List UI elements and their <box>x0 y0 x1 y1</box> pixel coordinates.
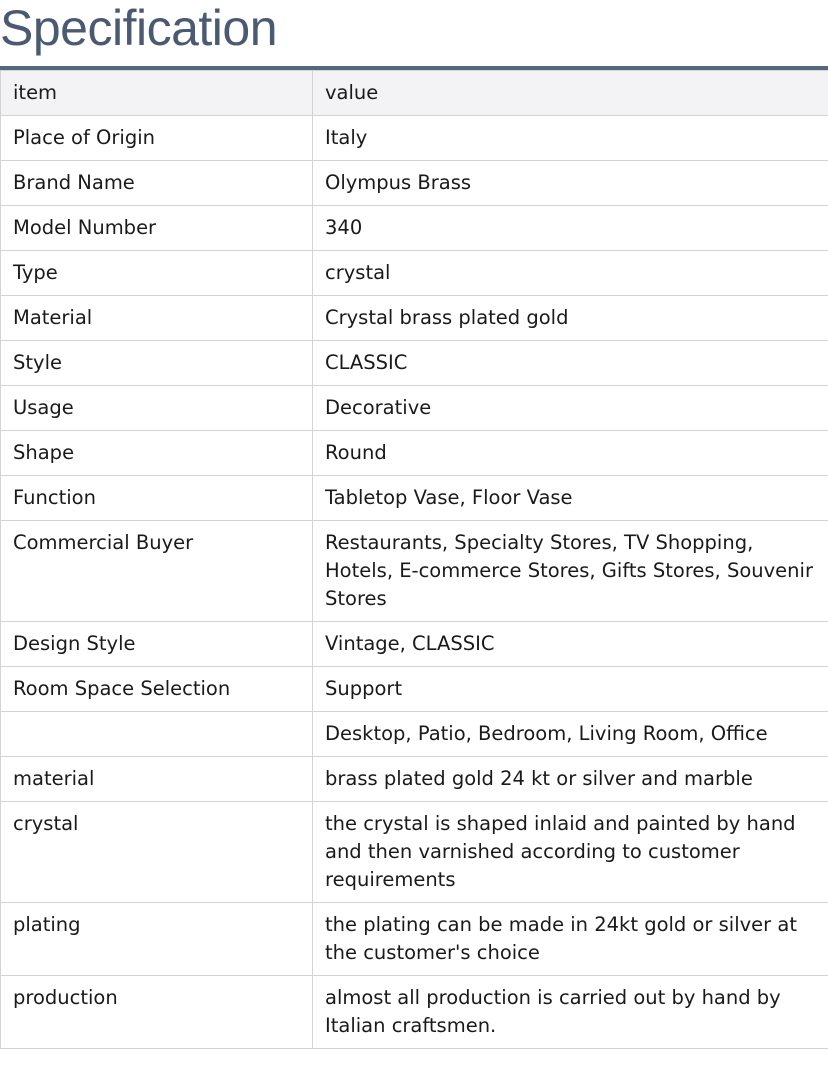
item-cell: Shape <box>1 431 313 476</box>
item-cell: material <box>1 757 313 802</box>
table-row <box>1 476 828 521</box>
table-row <box>1 431 828 476</box>
header-item-cell: item <box>1 71 313 116</box>
value-cell: 340 <box>313 206 828 251</box>
item-cell: Place of Origin <box>1 116 313 161</box>
value-cell: brass plated gold 24 kt or silver and marble <box>313 757 828 802</box>
table-row <box>1 386 828 431</box>
table-row <box>1 667 828 712</box>
value-cell: Tabletop Vase, Floor Vase <box>313 476 828 521</box>
value-cell: Vintage, CLASSIC <box>313 622 828 667</box>
value-cell: the plating can be made in 24kt gold or silver at the customer's choice <box>313 903 828 976</box>
value-cell: Desktop, Patio, Bedroom, Living Room, Office <box>313 712 828 757</box>
item-cell: Design Style <box>1 622 313 667</box>
item-cell: Brand Name <box>1 161 313 206</box>
table-row <box>1 757 828 802</box>
item-cell <box>1 712 313 757</box>
table-row <box>1 296 828 341</box>
item-cell: plating <box>1 903 313 976</box>
value-cell: Italy <box>313 116 828 161</box>
table-row <box>1 341 828 386</box>
table-row <box>1 712 828 757</box>
item-cell: Type <box>1 251 313 296</box>
item-cell: Style <box>1 341 313 386</box>
item-cell: Model Number <box>1 206 313 251</box>
table-row <box>1 976 828 1049</box>
item-cell: crystal <box>1 802 313 903</box>
item-cell: Usage <box>1 386 313 431</box>
value-cell: Crystal brass plated gold <box>313 296 828 341</box>
page-title: Specification <box>0 0 277 56</box>
table-row <box>1 903 828 976</box>
table-row <box>1 206 828 251</box>
value-cell: Olympus Brass <box>313 161 828 206</box>
item-cell: Commercial Buyer <box>1 521 313 622</box>
table-row <box>1 622 828 667</box>
item-cell: production <box>1 976 313 1049</box>
value-cell: Decorative <box>313 386 828 431</box>
item-cell: Room Space Selection <box>1 667 313 712</box>
specification-table <box>0 70 828 1049</box>
table-row <box>1 116 828 161</box>
value-cell: almost all production is carried out by hand by Italian craftsmen. <box>313 976 828 1049</box>
table-row <box>1 802 828 903</box>
table-row <box>1 251 828 296</box>
item-cell: Function <box>1 476 313 521</box>
value-cell: crystal <box>313 251 828 296</box>
table-header-row <box>1 71 828 116</box>
item-cell: Material <box>1 296 313 341</box>
value-cell: the crystal is shaped inlaid and painted by hand and then varnished according to customer requirements <box>313 802 828 903</box>
value-cell: CLASSIC <box>313 341 828 386</box>
value-cell: Round <box>313 431 828 476</box>
table-row <box>1 521 828 622</box>
value-cell: Support <box>313 667 828 712</box>
header-value-cell: value <box>313 71 828 116</box>
table-row <box>1 161 828 206</box>
value-cell: Restaurants, Specialty Stores, TV Shopping, Hotels, E-commerce Stores, Gifts Stores, Souvenir Stores <box>313 521 828 622</box>
